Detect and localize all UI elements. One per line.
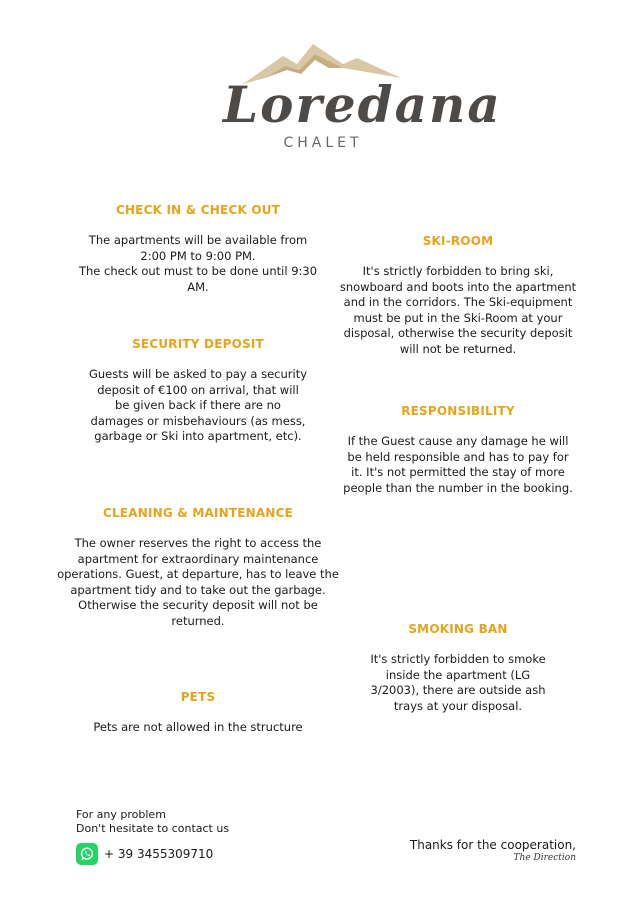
section-title: CLEANING & MAINTENANCE [102,506,294,520]
phone-row [76,843,229,865]
closing-block [400,838,576,863]
section-title: SKI-ROOM [422,234,494,248]
signature: The Direction [513,853,576,863]
brand-logo [205,38,502,158]
section-text: It's strictly forbidden to smoke inside the apartment (LG 3/2003), there are outside ash trays at your disposal. [370,652,546,713]
section-ski-room [318,234,598,357]
section-title: SECURITY DEPOSIT [132,337,264,351]
brand-subtitle: CHALET [283,135,363,151]
thanks-text: Thanks for the cooperation, [409,838,576,852]
section-text: Pets are not allowed in the structure [93,720,303,734]
section-cleaning-maintenance [56,506,340,629]
section-responsibility [318,404,598,496]
section-text: It's strictly forbidden to bring ski, snowboard and boots into the apartment and in the corridors. The Ski-equipment must be put in the Ski-Room at your disposal, otherwise the security deposit will not be returned. [339,264,577,356]
brand-name: Loredana [223,75,502,134]
section-text: The apartments will be available from 2:00 PM to 9:00 PM. The check out must to be done until 9:30 AM. [78,233,318,294]
whatsapp-icon[interactable] [76,843,98,865]
section-text: Guests will be asked to pay a security deposit of €100 on arrival, that will be given back if there are no damages or misbehaviours (as mess, garbage or Ski into apartment, etc). [88,367,308,443]
contact-text: Don't hesitate to contact us [76,822,230,835]
section-title: RESPONSIBILITY [401,404,515,418]
section-text: The owner reserves the right to access the apartment for extraordinary maintenance operations. Guest, at departure, has to leave the apartment tidy and to take out the garbage. Otherwise the security deposit will not be returned. [57,536,339,628]
section-title: CHECK IN & CHECK OUT [115,203,281,217]
section-smoking-ban [318,622,598,714]
section-pets [58,690,338,736]
section-title: PETS [180,690,216,704]
section-check-in [58,203,338,295]
section-title: SMOKING BAN [408,622,508,636]
contact-block [76,808,229,865]
problem-text: For any problem [76,808,166,821]
section-text: If the Guest cause any damage he will be held responsible and has to pay for it. It's not permitted the stay of more people than the number in the booking. [343,434,573,495]
section-security-deposit [58,337,338,445]
phone-number[interactable]: + 39 3455309710 [104,847,214,861]
